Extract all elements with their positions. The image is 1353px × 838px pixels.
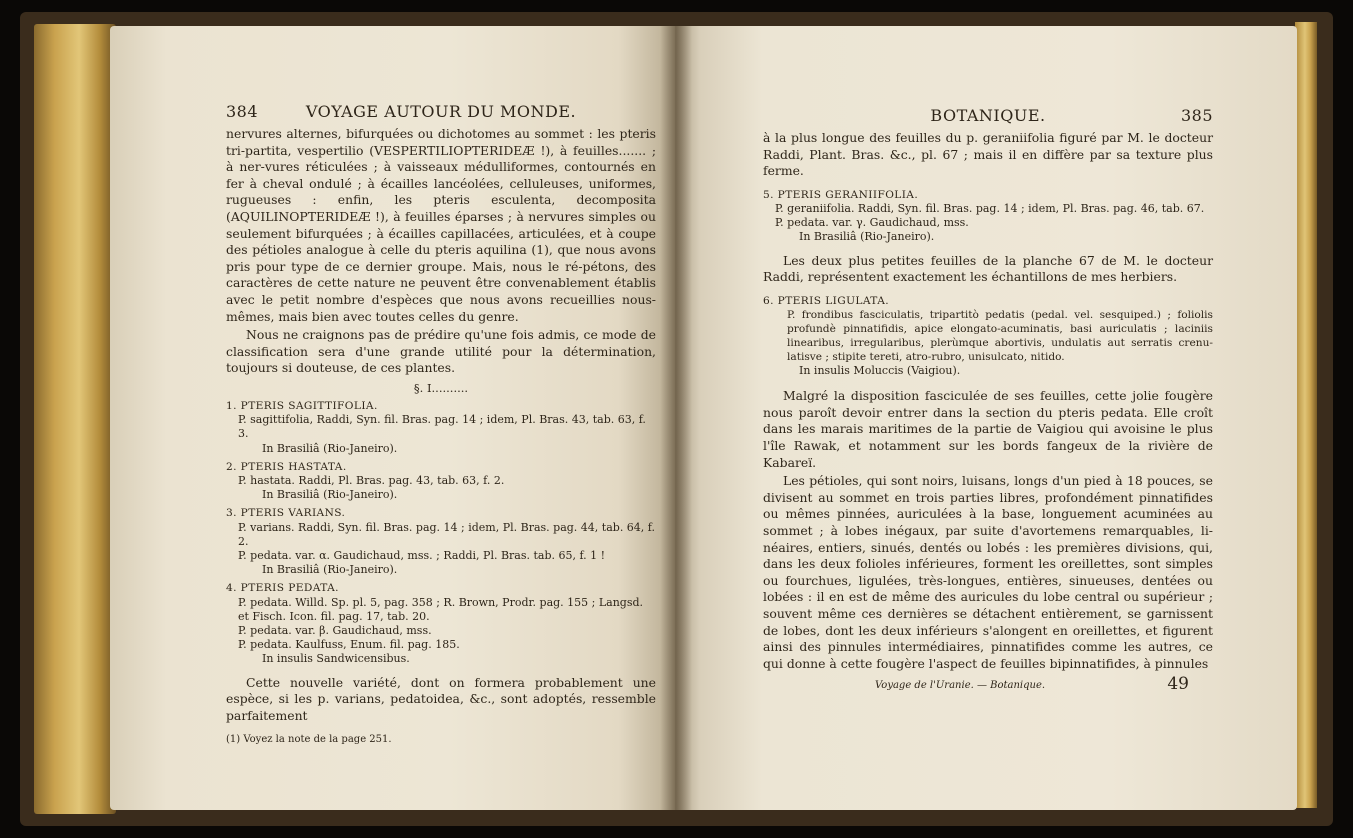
locality-line: In Brasiliâ (Rio-Janeiro). <box>262 488 398 502</box>
species-heading: 5. PTERIS GERANIIFOLIA. <box>763 188 919 201</box>
right-page <box>675 26 1297 810</box>
gilt-page-edges-right <box>1295 22 1317 808</box>
paragraph: Malgré la disposition fasciculée de ses feuilles, cette jolie fougère nous paroît devoir entrer dans la section du pteris pedata. Elle croît dans les marais maritimes de la partie de Vaigiou qui avoisine le plus l'île Rawak, et notamment sur les bords fangeux de la rivière de Kabareï. <box>763 388 1213 470</box>
paragraph: Les deux plus petites feuilles de la planche 67 de M. le docteur Raddi, représentent exactement les échantillons de mes herbiers. <box>763 252 1213 285</box>
species-heading: 1. PTERIS SAGITTIFOLIA. <box>226 399 378 412</box>
species-heading: 6. PTERIS LIGULATA. <box>763 294 890 307</box>
left-page <box>110 26 675 810</box>
synonym-line: P. sagittifolia, Raddi, Syn. fil. Bras. pag. 14 ; idem, Pl. Bras. 43, tab. 63, f. 3. <box>238 413 646 441</box>
signature-line: Voyage de l'Uranie. — Botanique. <box>875 680 1046 692</box>
synonym-line: P. hastata. Raddi, Pl. Bras. pag. 43, tab. 63, f. 2. <box>238 473 505 487</box>
section-mark: §. I.......... <box>413 380 469 395</box>
paragraph: nervures alternes, bifurquées ou dichotomes au sommet : les pteris tri-partita, vespertilio (VESPERTILIOPTERIDEÆ !), à feuilles....... ; à ner-vures réticulées ; à vaisseaux médulliformes, contournés en fer à cheval ondulé ; à écailles lancéolées, celluleuses, uniformes, rugueuses : enfin, les pteris esculenta, decomposita (AQUILINOPTERIDEÆ !), à feuilles éparses ; à nervures simples ou seulement bifurquées ; à écailles capillacées, articulées, et à coupe des pétioles analogue à celle du pteris aquilina (1), que nous avons pris pour type de ce dernier groupe. Mais, nous le ré-pétons, des caractères de cette nature ne peuvent être convenablement établis avec le petit nombre d'espèces que nous avons recueillies nous-mêmes, mais bien avec toutes celles du genre. <box>226 126 656 324</box>
locality-line: In insulis Moluccis (Vaigiou). <box>799 363 961 377</box>
locality-line: In insulis Sandwicensibus. <box>262 652 410 666</box>
locality-line: In Brasiliâ (Rio-Janeiro). <box>262 563 398 577</box>
gilt-page-edges-left <box>34 24 116 814</box>
synonym-line: P. pedata. var. γ. Gaudichaud, mss. <box>775 216 969 230</box>
running-title: VOYAGE AUTOUR DU MONDE. <box>305 102 577 121</box>
left-page-content <box>226 102 656 745</box>
species-heading: 2. PTERIS HASTATA. <box>226 460 347 473</box>
synonym-line: P. pedata. Kaulfuss, Enum. fil. pag. 185. <box>238 638 460 652</box>
species-entry <box>226 581 656 666</box>
synonym-line: P. pedata. var. α. Gaudichaud, mss. ; Raddi, Pl. Bras. tab. 65, f. 1 ! <box>238 548 606 562</box>
paragraph: Nous ne craignons pas de prédire qu'une fois admis, ce mode de classification sera d'une grande utilité pour la détermination, toujours si douteuse, de ces plantes. <box>226 327 656 376</box>
synonym-line: P. varians. Raddi, Syn. fil. Bras. pag. 14 ; idem, Pl. Bras. pag. 44, tab. 64, f. 2. <box>238 520 655 548</box>
page-footer <box>763 674 1213 698</box>
species-heading: 3. PTERIS VARIANS. <box>226 507 346 520</box>
species-entry <box>226 506 656 577</box>
species-entry <box>763 188 1213 245</box>
species-heading: 4. PTERIS PEDATA. <box>226 582 339 595</box>
species-entry <box>763 294 1213 378</box>
paragraph: à la plus longue des feuilles du p. geraniifolia figuré par M. le docteur Raddi, Plant. Bras. &c., pl. 67 ; mais il en diffère par sa texture plus ferme. <box>763 130 1213 179</box>
page-number: 385 <box>1180 106 1213 125</box>
locality-line: In Brasiliâ (Rio-Janeiro). <box>799 230 935 244</box>
species-entry <box>226 399 656 456</box>
right-running-head <box>763 106 1213 130</box>
running-title: BOTANIQUE. <box>930 106 1046 125</box>
sheet-number: 49 <box>1167 674 1189 695</box>
synonym-line: P. pedata. var. β. Gaudichaud, mss. <box>238 623 432 637</box>
paragraph: Les pétioles, qui sont noirs, luisans, longs d'un pied à 18 pouces, se divisent au sommet en trois parties libres, profondément pinnatifides ou mêmes pinnées, auriculées à la base, longuement acuminées au sommet ; à lobes inégaux, par suite d'avortemens remarquables, li-néaires, entiers, sinués, dentés ou lobés : les premières divisions, qui, dans les deux folioles inférieures, forment les oreillettes, sont simples ou fourchues, ligulées, très-longues, entières, sinueuses, dentées ou lobées : il en est de même des auricules du lobe central ou supérieur ; souvent même ces dernières se détachent entièrement, se garnissent de lobes, dont les deux inférieurs s'alongent en oreillettes, et figurent ainsi des pinnules intermédiaires, pinnatifides comme les autres, ce qui donne à cette fougère l'aspect de feuilles bipinnatifides, à pinnules <box>763 473 1213 671</box>
page-number: 384 <box>226 102 259 121</box>
footnote: (1) Voyez la note de la page 251. <box>226 734 392 746</box>
synonym-line: P. pedata. Willd. Sp. pl. 5, pag. 358 ; R. Brown, Prodr. pag. 155 ; Langsd. et Fisch. Icon. fil. pag. 17, tab. 20. <box>238 595 644 623</box>
locality-line: In Brasiliâ (Rio-Janeiro). <box>262 441 398 455</box>
right-page-content <box>763 106 1213 698</box>
species-entry <box>226 460 656 503</box>
book-gutter <box>660 26 692 810</box>
latin-diagnosis: P. frondibus fasciculatis, tripartitò pedatis (pedal. vel. sesquiped.) ; foliolis profundè pinnatifidis, apice elongato-acuminatis, basi auriculatis ; laciniis linearibus, irregularibus, plerùmque abortivis, undulatis aut serratis crenu-latisve ; stipite tereti, atro-rubro, unisulcato, nitido. <box>787 308 1213 363</box>
synonym-line: P. geraniifolia. Raddi, Syn. fil. Bras. pag. 14 ; idem, Pl. Bras. pag. 46, tab. 67. <box>775 201 1205 215</box>
left-running-head <box>226 102 656 126</box>
paragraph: Cette nouvelle variété, dont on formera probablement une espèce, si les p. varians, pedatoidea, &c., sont adoptés, ressemble parfaitement <box>226 674 656 723</box>
